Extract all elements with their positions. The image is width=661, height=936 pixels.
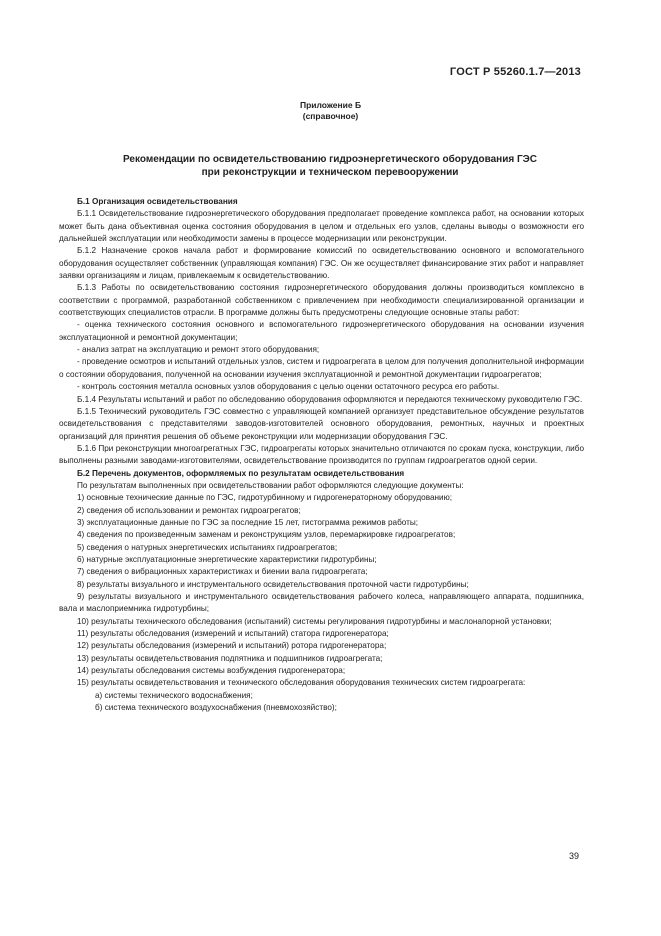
paragraph-b11: Б.1.1 Освидетельствование гидроэнергетического оборудования предполагает проведение комплекса работ, на основании которых может быть дана объективная оценка состояния оборудования в целом и отдельных его узлов, сделаны выводы о возможности его дальнейшей эксплуатации или необходимости замены в процессе модернизации или реконструкции. xyxy=(59,209,584,244)
sub-list-item: б) система технического воздухоснабжения (пневмохозяйство); xyxy=(95,703,337,713)
list-item: 5) сведения о натурных энергетических испытаниях гидроагрегатов; xyxy=(77,542,338,552)
list-item: 7) сведения о вибрационных характеристиках и биении вала гидроагрегата; xyxy=(77,567,368,577)
document-body xyxy=(59,196,584,714)
standard-number: ГОСТ Р 55260.1.7—2013 xyxy=(449,66,581,78)
dash-item: - анализ затрат на эксплуатацию и ремонт этого оборудования; xyxy=(77,345,320,355)
list-item: 11) результаты обследования (измерений и испытаний) статора гидрогенератора; xyxy=(77,629,389,639)
list-item: 1) основные технические данные по ГЭС, гидротурбинному и гидрогенераторному оборудованию; xyxy=(77,493,453,503)
title-line-2: при реконструкции и техническом перевооружении xyxy=(201,167,459,178)
list-item: 14) результаты обследования системы возбуждения гидрогенератора; xyxy=(77,666,346,676)
paragraph-b12: Б.1.2 Назначение сроков начала работ и формирование комиссий по освидетельствованию основного и вспомогательного оборудования осуществляет собственник (управляющая компания) ГЭС. Он же осуществляет финансирование этих работ и направляет заявки организациям и лицам, привлекаемым к освидетельствованию. xyxy=(59,246,584,281)
annex-title: Приложение Б xyxy=(299,100,362,110)
paragraph-b15: Б.1.5 Технический руководитель ГЭС совместно с управляющей компанией организует представительное обсуждение результатов освидетельствования с представителями заводов-изготовителей основного оборудования, ремонтных, научных и проектных организаций для принятия решения об объеме реконструкции или модернизации оборудования ГЭС. xyxy=(59,406,584,441)
title-line-1: Рекомендации по освидетельствованию гидроэнергетического оборудования ГЭС xyxy=(123,154,537,165)
list-item: 10) результаты технического обследования (испытаний) системы регулирования гидротурбины и маслонапорной установки; xyxy=(77,616,552,626)
list-item: 6) натурные эксплуатационные энергетические характеристики гидротурбины; xyxy=(77,554,377,564)
list-item: 4) сведения по произведенным заменам и реконструкциям узлов, перемаркировке гидроагрегатов; xyxy=(77,530,456,540)
list-item: 3) эксплуатационные данные по ГЭС за последние 15 лет, гистограмма режимов работы; xyxy=(77,517,419,527)
dash-item: - контроль состояния металла основных узлов оборудования с целью оценки остаточного ресурса его работы. xyxy=(77,382,500,392)
page-number: 39 xyxy=(568,851,579,861)
section-heading-b1: Б.1 Организация освидетельствования xyxy=(77,197,238,206)
list-item: 8) результаты визуального и инструментального освидетельствования проточной части гидротурбины; xyxy=(77,579,469,589)
section-heading-b2: Б.2 Перечень документов, оформляемых по результатам освидетельствования xyxy=(77,468,405,478)
list-item: 12) результаты обследования (измерений и испытаний) ротора гидрогенератора; xyxy=(77,641,387,651)
document-title xyxy=(60,153,600,179)
list-item: 9) результаты визуального и инструментального освидетельствования рабочего колеса, направляющего аппарата, подшипника, вала и маслоприемника гидротурбины; xyxy=(59,592,584,614)
list-item: 2) сведения об использовании и ремонтах гидроагрегатов; xyxy=(77,505,301,515)
paragraph-b16: Б.1.6 При реконструкции многоагрегатных ГЭС, гидроагрегаты которых значительно отличаются по срокам пуска, конструкции, либо выполнены разными заводами-изготовителями, освидетельствование производится по группам гидроагрегатов одной серии. xyxy=(59,443,584,466)
list-item: 15) результаты освидетельствования и технического обследования оборудования технических систем гидроагрегата: xyxy=(77,678,526,688)
dash-item: - проведение осмотров и испытаний отдельных узлов, систем и гидроагрегата в целом для получения дополнительной информации о состоянии оборудования, полученной на основании изучения эксплуатационной и ремонтной документации гидроагрегатов; xyxy=(59,357,584,379)
annex-note: (справочное) xyxy=(302,111,359,121)
paragraph-b14: Б.1.4 Результаты испытаний и работ по обследованию оборудования оформляются и передаются техническому руководителю ГЭС. xyxy=(77,394,583,404)
paragraph-b13: Б.1.3 Работы по освидетельствованию состояния гидроэнергетического оборудования должны производиться комплексно в соответствии с программой, разработанной собственником с привлечением при необходимости специализированной организации и соответствующих специалистов отрасли. В программе должны быть предусмотрены следующие основные этапы работ: xyxy=(59,283,584,318)
list-intro: По результатам выполненных при освидетельствовании работ оформляются следующие документы: xyxy=(77,480,464,490)
list-item: 13) результаты освидетельствования подпятника и подшипников гидроагрегата; xyxy=(77,653,383,663)
dash-item: - оценка технического состояния основного и вспомогательного гидроэнергетического оборудования на основании изучения эксплуатационной и ремонтной документации; xyxy=(59,320,584,342)
sub-list-item: а) системы технического водоснабжения; xyxy=(95,690,253,700)
